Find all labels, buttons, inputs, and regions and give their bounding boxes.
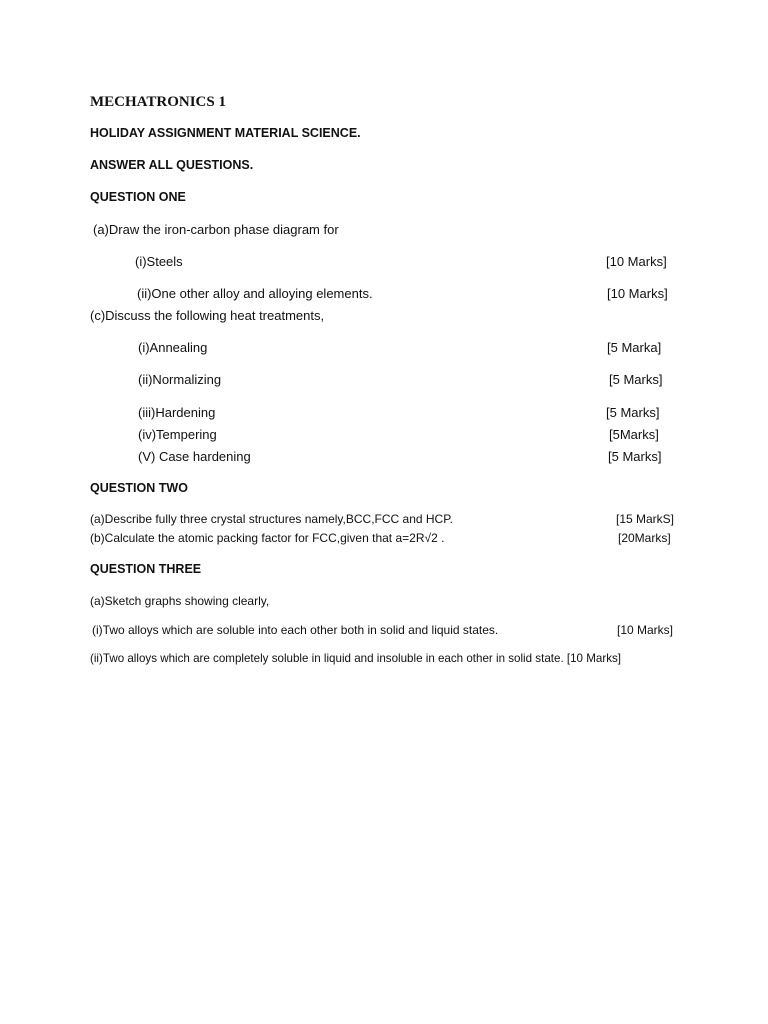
question-two-heading: QUESTION TWO: [90, 481, 188, 495]
q1-part-c-iii-marks: [5 Marks]: [606, 405, 660, 420]
q2-part-a: (a)Describe fully three crystal structures namely,BCC,FCC and HCP.: [90, 512, 453, 526]
question-three-heading: QUESTION THREE: [90, 562, 202, 576]
q1-part-a-ii-marks: [10 Marks]: [607, 286, 668, 301]
q3-part-a-ii: (ii)Two alloys which are completely soluble in liquid and insoluble in each other in solid state. [10 Marks]: [90, 652, 622, 665]
q2-part-b-marks: [20Marks]: [618, 531, 671, 545]
q3-part-a: (a)Sketch graphs showing clearly,: [90, 594, 270, 608]
q1-part-c-i-marks: [5 Marka]: [607, 340, 662, 355]
q3-part-a-i-marks: [10 Marks]: [617, 623, 674, 637]
q1-part-c-ii-marks: [5 Marks]: [609, 372, 663, 387]
q1-part-c-i: (i)Annealing: [138, 340, 208, 355]
document-subtitle: HOLIDAY ASSIGNMENT MATERIAL SCIENCE.: [90, 126, 361, 140]
q1-part-c-iv-marks: [5Marks]: [609, 427, 659, 442]
q1-part-c: (c)Discuss the following heat treatments,: [90, 308, 325, 323]
q1-part-c-ii: (ii)Normalizing: [138, 372, 222, 387]
q1-part-a-i-marks: [10 Marks]: [606, 254, 667, 269]
q2-part-a-marks: [15 MarkS]: [616, 512, 675, 526]
q1-part-c-iv: (iv)Tempering: [138, 427, 217, 442]
question-one-heading: QUESTION ONE: [90, 190, 186, 204]
q1-part-c-v-marks: [5 Marks]: [608, 449, 662, 464]
q1-part-a-i: (i)Steels: [135, 254, 183, 269]
document-title: MECHATRONICS 1: [90, 94, 226, 110]
q1-part-c-v: (V) Case hardening: [138, 449, 251, 464]
q1-part-c-iii: (iii)Hardening: [138, 405, 216, 420]
q1-part-a: (a)Draw the iron-carbon phase diagram for: [93, 222, 339, 237]
q2-part-b: (b)Calculate the atomic packing factor for FCC,given that a=2R√2 .: [90, 531, 445, 545]
q3-part-a-i: (i)Two alloys which are soluble into each other both in solid and liquid states.: [92, 623, 499, 637]
instruction: ANSWER ALL QUESTIONS.: [90, 158, 254, 172]
q1-part-a-ii: (ii)One other alloy and alloying elements.: [137, 286, 373, 301]
